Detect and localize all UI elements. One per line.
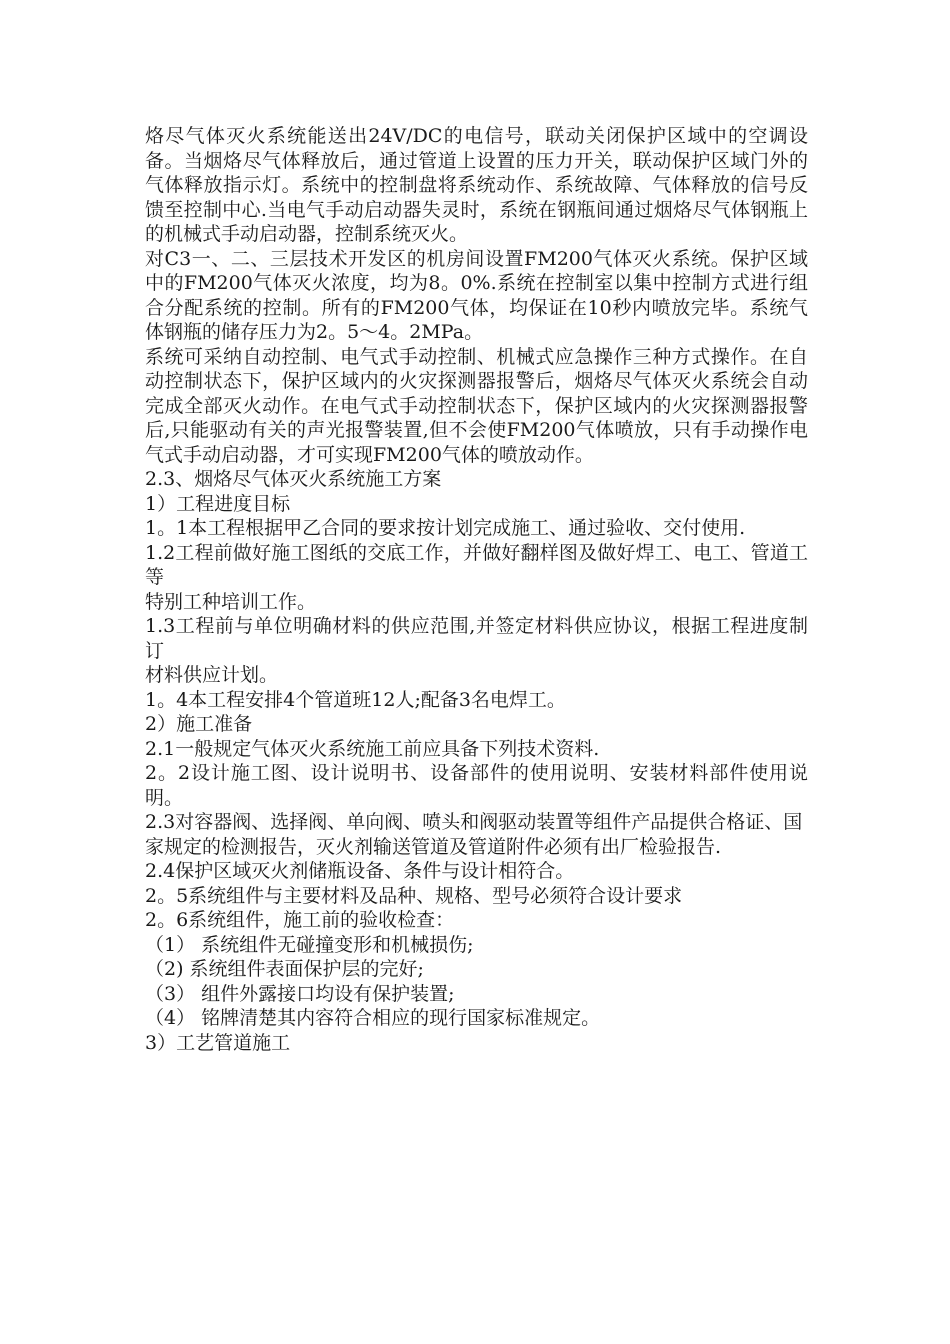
list-item-2-4: 2.4保护区域灭火剂储瓶设备、条件与设计相符合。 <box>145 860 575 882</box>
list-item-1-1: 1。1本工程根据甲乙合同的要求按计划完成施工、通过验收、交付使用. <box>145 517 746 539</box>
check-item-4: （4） 铭牌清楚其内容符合相应的现行国家标准规定。 <box>145 1007 601 1029</box>
paragraph-control-modes: 系统可采纳自动控制、电气式手动控制、机械式应急操作三种方式操作。在自动控制状态下，保护区域内的火灾探测器报警后，烟烙尽气体灭火系统会自动完成全部灭火动作。在电气式手动控制状态下，保护区域内的火灾探测器报警后,只能驱动有关的声光报警装置,但不会使FM200气体喷放，只有手动操作电气式手动启动器，才可实现FM200气体的喷放动作。 <box>145 345 808 466</box>
list-item-2-1: 2.1一般规定气体灭火系统施工前应具备下列技术资料. <box>145 737 600 760</box>
list-item-2-6: 2。6系统组件，施工前的验收检查： <box>145 909 455 931</box>
list-item-1-3-continued: 材料供应计划。 <box>145 664 279 686</box>
list-item-1-3: 1.3工程前与单位明确材料的供应范围,并签定材料供应协议，根据工程进度制订 <box>145 615 808 662</box>
document-body <box>145 124 808 1055</box>
check-item-3: （3） 组件外露接口均设有保护装置; <box>145 982 455 1005</box>
list-item-1-2: 1.2工程前做好施工图纸的交底工作，并做好翻样图及做好焊工、电工、管道工等 <box>145 541 808 588</box>
list-item-2-5: 2。5系统组件与主要材料及品种、规格、型号必须符合设计要求 <box>145 884 683 907</box>
subheading-preparation: 2）施工准备 <box>145 713 253 735</box>
list-item-2-2: 2。2设计施工图、设计说明书、设备部件的使用说明、安装材料部件使用说明。 <box>145 762 808 809</box>
section-heading-construction-plan: 2.3、烟烙尽气体灭火系统施工方案 <box>145 468 442 490</box>
paragraph-gas-release-linkage: 烙尽气体灭火系统能送出24V/DC的电信号，联动关闭保护区域中的空调设备。当烟烙尽气体释放后，通过管道上设置的压力开关，联动保护区域门外的气体释放指示灯。系统中的控制盘将系统动作、系统故障、气体释放的信号反馈至控制中心.当电气手动启动器失灵时，系统在钢瓶间通过烟烙尽气体钢瓶上的机械式手动启动器，控制系统灭火。 <box>145 125 808 245</box>
check-item-1: （1） 系统组件无碰撞变形和机械损伤; <box>145 933 474 956</box>
subheading-piping-construction: 3）工艺管道施工 <box>145 1031 291 1054</box>
paragraph-fm200-system: 对C3一、二、三层技术开发区的机房间设置FM200气体灭火系统。保护区域中的FM200气体灭火浓度，均为8。0%.系统在控制室以集中控制方式进行组合分配系统的控制。所有的FM200气体，均保证在10秒内喷放完毕。系统气体钢瓶的储存压力为2。5～4。2MPa。 <box>145 247 808 343</box>
list-item-1-2-continued: 特别工种培训工作。 <box>145 590 317 613</box>
check-item-2: （2) 系统组件表面保护层的完好; <box>145 958 424 980</box>
subheading-schedule-goal: 1）工程进度目标 <box>145 492 291 515</box>
list-item-2-3: 2.3对容器阀、选择阀、单向阀、喷头和阀驱动装置等组件产品提供合格证、国 <box>145 811 803 833</box>
list-item-1-4: 1。4本工程安排4个管道班12人;配备3名电焊工。 <box>145 688 566 711</box>
list-item-2-3-continued: 家规定的检测报告，灭火剂输送管道及管道附件必须有出厂检验报告. <box>145 835 722 858</box>
